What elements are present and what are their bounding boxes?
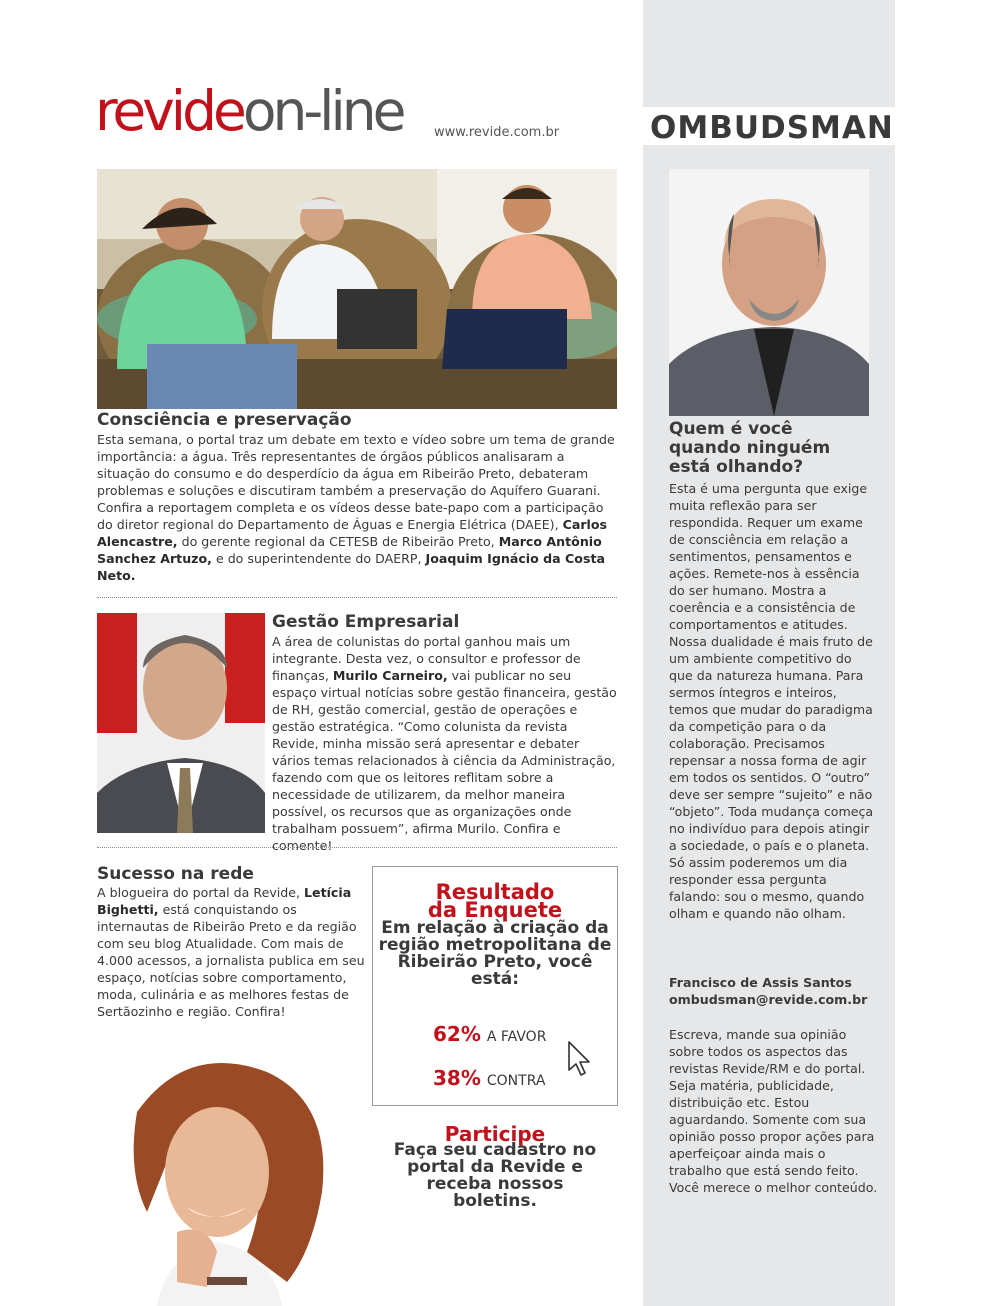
participe-body: Faça seu cadastro no portal da Revide e receba nossos boletins. [393,1140,597,1211]
participe-title[interactable]: Participe [444,1122,546,1146]
ombudsman-signature [669,974,867,1008]
article1-text-3: e do superintendente do DAERP, [211,551,426,566]
poll-result-contra[interactable] [433,1066,545,1090]
brand-logo-red: revide [95,79,243,143]
article1-text-2: do gerente regional da CETESB de Ribeirão Preto, [177,534,499,549]
debate-photo [97,169,617,409]
article3-name-1: Letícia Bighetti, [97,885,352,917]
poll-title-line1: Resultado [435,880,555,904]
mouse-cursor-icon [567,1040,593,1078]
signature-name: Francisco de Assis Santos [669,975,852,990]
ombudsman-heading: Quem é você quando ninguém está olhando? [669,419,831,477]
article3-text-1: A blogueira do portal da Revide, [97,885,305,900]
divider [97,597,617,598]
article-body-consciencia [97,431,617,584]
poll-contra-label: CONTRA [486,1073,546,1089]
article1-name-1: Carlos Alencastre, [97,517,608,549]
poll-result-favor[interactable] [433,1022,546,1046]
article1-name-2: Marco Antônio Sanchez Artuzo, [97,534,602,566]
poll-title-line2: da Enquete [427,898,563,922]
article-title-consciencia: Consciência e preservação [97,410,352,430]
ombudsman-title: OMBUDSMAN [650,110,894,146]
article-body-gestao [272,633,618,854]
article2-text-1: A área de colunistas do portal ganhou mais um integrante. Desta vez, o consultor e professor de finanças, [272,634,581,683]
article-title-sucesso: Sucesso na rede [97,864,254,884]
ombudsman-paragraph: Esta é uma pergunta que exige muita reflexão para ser respondida. Requer um exame de consciência em relação a sentimentos, pensamentos e ações. Remete-nos à essência do ser humano. Mostra a coerência e a consistência de comportamentos e atitudes. Nossa dualidade é mais fruto de um ambiente competitivo do que da natureza humana. Para sermos íntegros e inteiros, temos que mudar do paradigma da competição para o da colaboração. Precisamos repensar a nossa forma de agir em todos os sentidos. O “outro” deve ser sempre “sujeito” e não “objeto”. Toda mudança começa no indivíduo para depois atingir a sociedade, o país e o planeta. Só assim poderemos um dia responder essa pergunta falando: sou o mesmo, quando olham e quando não olham. [669,481,874,921]
poll-favor-label: A FAVOR [486,1029,547,1045]
article2-text-2: vai publicar no seu espaço virtual notícias sobre gestão financeira, gestão de RH, gestão comercial, gestão de operações e gestão estratégica. “Como colunista da revista Revide, minha missão será apresentar e debater vários temas relacionados à ciência da Administração, fazendo com que os leitores reflitam sobre a necessidade de utilizarem, da melhor maneira possível, os recursos que as organizações onde trabalham possuem”, afirma Murilo. Confira e comente! [272,668,617,853]
brand-logo-gray: on-line [242,79,403,143]
leticia-photo [97,1052,345,1306]
ombudsman-photo [669,169,869,416]
poll-contra-pct: 38% [433,1066,481,1090]
article-body-sucesso [97,884,367,1020]
article1-text-1: Esta semana, o portal traz um debate em texto e vídeo sobre um tema de grande importância: a água. Três representantes de órgãos públicos analisaram a situação do consumo e do desperdício da água em Ribeirão Preto, debateram problemas e soluções e discutiram também a preservação do Aquífero Guarani. Confira a reportagem completa e os vídeos desse bate-papo com a participação do diretor regional do Departamento de Águas e Energia Elétrica (DAEE), [97,432,615,532]
ombudsman-closing: Escreva, mande sua opinião sobre todos os aspectos das revistas Revide/RM e do portal. Seja matéria, publicidade, distribuição etc. Estou aguardando. Somente com sua opinião posso propor ações para aperfeiçoar ainda mais o trabalho que está sendo feito. Você merece o melhor conteúdo. [669,1027,878,1195]
murilo-photo [97,613,265,833]
brand-logo [95,79,403,143]
divider [97,847,617,848]
article3-text-2: está conquistando os internautas de Ribeirão Preto e da região com seu blog Atualidade. Com mais de 4.000 acessos, a jornalista publica em seu espaço, notícias sobre comportamento, moda, culinária e as melhores festas de Sertãozinho e região. Confira! [97,902,365,1019]
site-url[interactable]: www.revide.com.br [434,125,560,140]
poll-question: Em relação à criação da região metropolitana de Ribeirão Preto, você está: [378,918,612,989]
poll-favor-pct: 62% [433,1022,481,1046]
article-title-gestao: Gestão Empresarial [272,612,460,632]
article2-name-1: Murilo Carneiro, [332,668,448,683]
article1-name-3: Joaquim Ignácio da Costa Neto. [97,551,605,583]
signature-email[interactable]: ombudsman@revide.com.br [669,992,868,1007]
